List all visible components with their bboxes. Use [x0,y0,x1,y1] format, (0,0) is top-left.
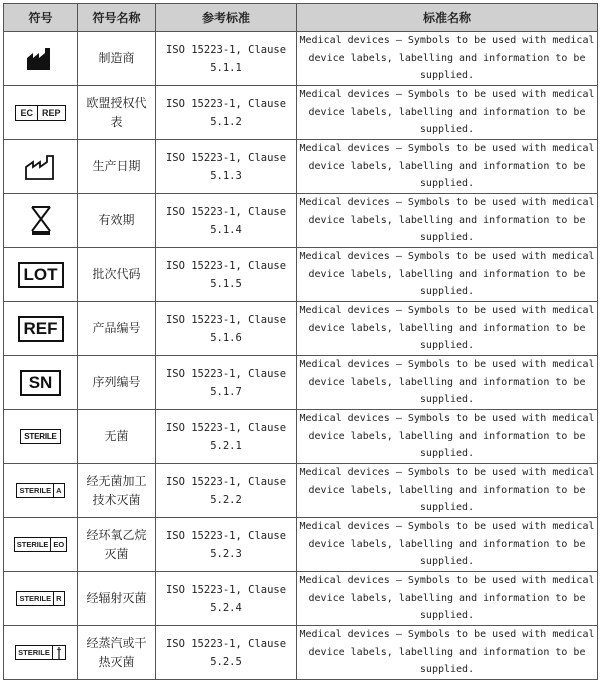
table-row [4,464,598,518]
ec-rep-icon: EC REP [4,86,77,139]
header-standard-name: 标准名称 [297,4,598,32]
table-row [4,140,598,194]
sterile-eo-icon: STERILE EO [4,518,77,571]
manufacturer-icon [4,32,77,85]
table-row [4,194,598,248]
reference-standard: ISO 15223-1, Clause 5.2.2 [156,464,297,518]
sterile-steam-icon: STERILE [4,626,77,679]
standard-name: Medical devices — Symbols to be used with medical device labels, labelling and information to be supplied. [297,32,598,86]
sn-icon: SN [4,356,77,409]
sterile-a-icon: STERILE A [4,464,77,517]
standard-name: Medical devices — Symbols to be used with medical device labels, labelling and information to be supplied. [297,302,598,356]
symbol-name: 经辐射灭菌 [78,572,156,626]
table-row [4,248,598,302]
symbol-name: 欧盟授权代表 [78,86,156,140]
table-row [4,302,598,356]
reference-standard: ISO 15223-1, Clause 5.1.3 [156,140,297,194]
symbol-name: 有效期 [78,194,156,248]
symbol-name: 经蒸汽或干热灭菌 [78,626,156,680]
sterile-r-icon: STERILE R [4,572,77,625]
reference-standard: ISO 15223-1, Clause 5.1.4 [156,194,297,248]
symbol-name: 序列编号 [78,356,156,410]
header-symbol-name: 符号名称 [78,4,156,32]
reference-standard: ISO 15223-1, Clause 5.2.4 [156,572,297,626]
lot-icon: LOT [4,248,77,301]
table-row [4,32,598,86]
symbol-name: 无菌 [78,410,156,464]
ref-icon: REF [4,302,77,355]
table-row [4,572,598,626]
table-row [4,356,598,410]
date-of-manufacture-icon [4,140,77,193]
reference-standard: ISO 15223-1, Clause 5.1.6 [156,302,297,356]
header-symbol: 符号 [4,4,78,32]
reference-standard: ISO 15223-1, Clause 5.2.3 [156,518,297,572]
symbol-name: 批次代码 [78,248,156,302]
standard-name: Medical devices — Symbols to be used with medical device labels, labelling and information to be supplied. [297,518,598,572]
symbol-name: 制造商 [78,32,156,86]
standard-name: Medical devices — Symbols to be used with medical device labels, labelling and information to be supplied. [297,572,598,626]
symbol-name: 生产日期 [78,140,156,194]
symbol-name: 经无菌加工技术灭菌 [78,464,156,518]
table-row [4,626,598,680]
reference-standard: ISO 15223-1, Clause 5.1.7 [156,356,297,410]
reference-standard: ISO 15223-1, Clause 5.2.1 [156,410,297,464]
table-row [4,86,598,140]
reference-standard: ISO 15223-1, Clause 5.1.5 [156,248,297,302]
table-row [4,518,598,572]
standard-name: Medical devices — Symbols to be used with medical device labels, labelling and information to be supplied. [297,194,598,248]
table-row [4,410,598,464]
standard-name: Medical devices — Symbols to be used with medical device labels, labelling and information to be supplied. [297,356,598,410]
sterile-icon: STERILE [4,410,77,463]
standard-name: Medical devices — Symbols to be used with medical device labels, labelling and information to be supplied. [297,464,598,518]
standard-name: Medical devices — Symbols to be used with medical device labels, labelling and information to be supplied. [297,626,598,680]
standard-name: Medical devices — Symbols to be used with medical device labels, labelling and information to be supplied. [297,86,598,140]
hourglass-icon [4,194,77,247]
header-row [4,4,598,32]
reference-standard: ISO 15223-1, Clause 5.2.5 [156,626,297,680]
standard-name: Medical devices — Symbols to be used with medical device labels, labelling and information to be supplied. [297,248,598,302]
symbol-name: 经环氧乙烷灭菌 [78,518,156,572]
reference-standard: ISO 15223-1, Clause 5.1.1 [156,32,297,86]
standard-name: Medical devices — Symbols to be used with medical device labels, labelling and information to be supplied. [297,410,598,464]
symbols-table [3,3,598,680]
standard-name: Medical devices — Symbols to be used with medical device labels, labelling and information to be supplied. [297,140,598,194]
header-reference-standard: 参考标准 [156,4,297,32]
symbol-name: 产品编号 [78,302,156,356]
reference-standard: ISO 15223-1, Clause 5.1.2 [156,86,297,140]
